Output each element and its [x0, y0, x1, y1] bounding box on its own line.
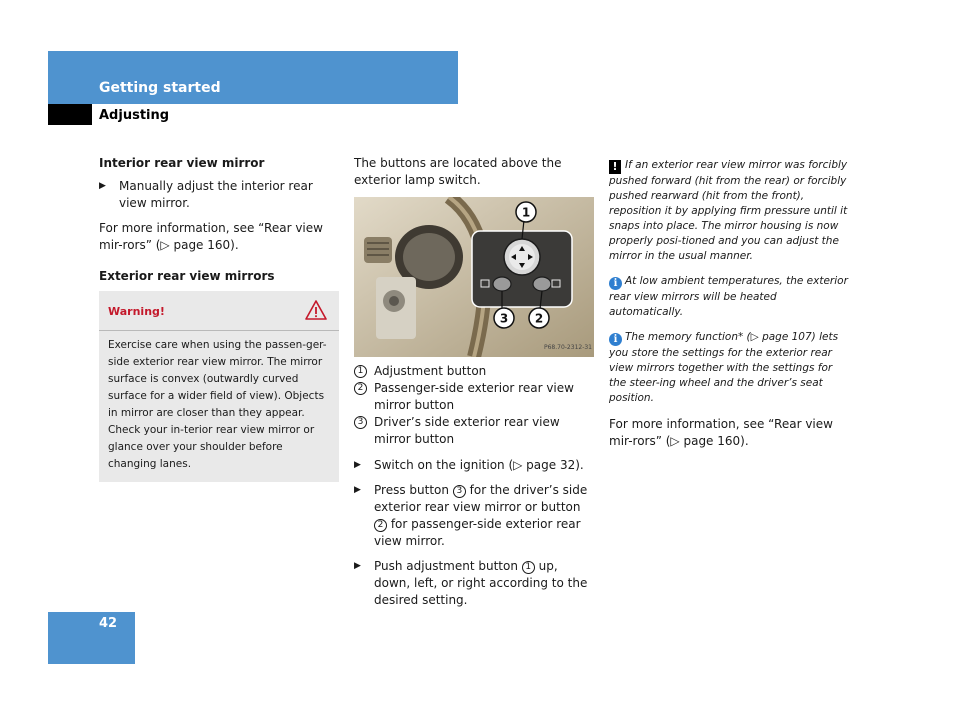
legend-item-3: 3 Driver’s side exterior rear view mirror button — [354, 414, 596, 448]
legend-item-1: 1 Adjustment button — [354, 363, 596, 380]
caution-note: ! If an exterior rear view mirror was forcibly pushed forward (hit from the rear) or forcibly pushed rearward (hit from the front), reposition it by applying firm pressure until it snaps into place. The mirror housing is now properly posi-tioned and you can adjust the mirror in the usual manner. — [609, 159, 848, 262]
bullet-arrow-icon: ▶ — [354, 460, 361, 470]
warning-box — [99, 291, 339, 482]
legend-num-2: 2 — [354, 382, 367, 395]
more-info-text: For more information, see “Rear view mir-rors” (▷ page 160). — [609, 417, 833, 448]
callout-3 — [494, 308, 514, 328]
callout-1 — [516, 202, 536, 222]
dashboard-illustration — [354, 197, 594, 357]
callout-2-label: 2 — [534, 311, 544, 326]
header-bar — [48, 51, 458, 104]
info-icon: i — [609, 277, 622, 290]
interior-bullet: ▶ Manually adjust the interior rear view mirror. — [99, 179, 313, 210]
button-location-text: The buttons are located above the exterior lamp switch. — [354, 156, 562, 187]
mirror-control-figure — [354, 197, 594, 357]
warning-header — [99, 291, 339, 331]
warning-triangle-icon — [305, 299, 327, 321]
legend-item-2: 2 Passenger-side exterior rear view mirror button — [354, 380, 596, 414]
info-note-memory: i The memory function* (▷ page 107) lets you store the settings for the exterior rear view mirrors together with the settings for the steer-ing wheel and the driver’s seat position. — [609, 331, 839, 404]
warning-label: Warning! — [108, 305, 165, 318]
step-ignition: ▶ Switch on the ignition (▷ page 32). — [354, 458, 584, 472]
legend-num-3: 3 — [354, 416, 367, 429]
interior-mirror-heading: Interior rear view mirror — [99, 156, 265, 170]
page-number-box — [48, 612, 135, 664]
exterior-mirror-heading: Exterior rear view mirrors — [99, 269, 275, 283]
bullet-arrow-icon: ▶ — [354, 485, 361, 495]
warning-text: Exercise care when using the passen-ger-side exterior rear view mirror. The mirror surface is convex (outwardly curved surface for a wider field of view). Objects in mirror are closer than they appear. Check your in-terior rear view mirror or glance over your shoulder before changing lanes. — [108, 339, 327, 470]
callout-2 — [529, 308, 549, 328]
step-press-button: ▶ Press button 3 for the driver’s side exterior rear view mirror or button 2 for passenger-side exterior rear view mirror. — [354, 483, 588, 548]
section-tab-marker — [48, 104, 92, 125]
step-push-adjustment: ▶ Push adjustment button 1 up, down, left, or right according to the desired setting. — [354, 559, 588, 607]
column-right — [609, 158, 851, 458]
bullet-arrow-icon: ▶ — [354, 561, 361, 571]
exclamation-icon: ! — [609, 160, 621, 174]
legend-num-1: 1 — [354, 365, 367, 378]
callout-1-label: 1 — [521, 205, 531, 220]
figure-code: P68.70-2312-31 — [543, 344, 592, 351]
interior-info-text: For more information, see “Rear view mir-rors” (▷ page 160). — [99, 221, 323, 252]
page-number: 42 — [99, 616, 118, 631]
callout-3-label: 3 — [499, 311, 509, 326]
subsection-title: Adjusting — [99, 108, 170, 123]
section-title: Getting started — [99, 80, 221, 96]
info-note-heating: i At low ambient temperatures, the exterior rear view mirrors will be heated automatically. — [609, 275, 848, 318]
column-left — [99, 155, 339, 482]
column-middle — [354, 155, 596, 617]
bullet-arrow-icon: ▶ — [99, 181, 106, 191]
info-icon: i — [609, 333, 622, 346]
